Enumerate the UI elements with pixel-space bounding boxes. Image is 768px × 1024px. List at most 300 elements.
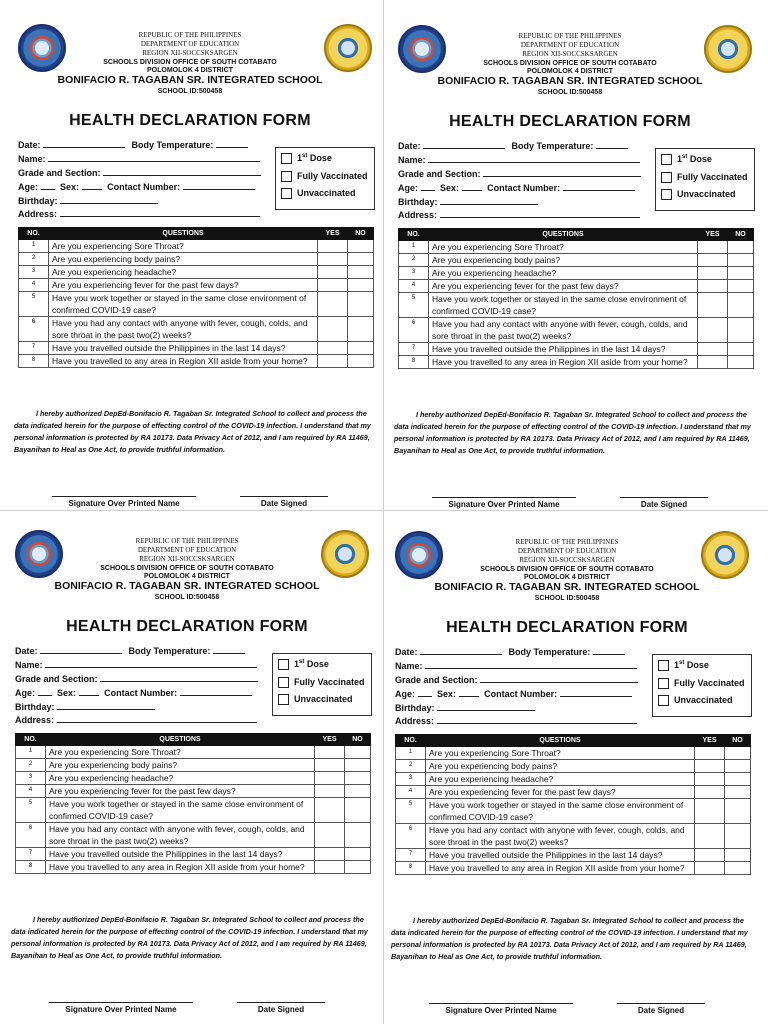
grade-section-label: Grade and Section: bbox=[395, 675, 478, 685]
answer-yes-cell[interactable] bbox=[315, 861, 345, 874]
address-label: Address: bbox=[395, 716, 435, 726]
header-region: REGION XII-SOCCSKSARGEN bbox=[519, 556, 615, 564]
unvaccinated-label: Unvaccinated bbox=[294, 694, 353, 704]
body-temperature-label: Body Temperature: bbox=[511, 141, 594, 151]
answer-yes-cell[interactable] bbox=[698, 356, 728, 369]
answer-no-cell[interactable] bbox=[725, 849, 751, 862]
birthday-field[interactable] bbox=[395, 703, 535, 713]
answer-yes-cell[interactable] bbox=[698, 254, 728, 267]
question-number: 4 bbox=[396, 786, 426, 799]
birthday-field[interactable] bbox=[15, 702, 155, 712]
table-row bbox=[396, 786, 751, 799]
question-text: Have you had any contact with anyone with fever, cough, colds, and sore throat in the past two(2) weeks? bbox=[426, 824, 695, 849]
question-text: Have you travelled outside the Philippines in the last 14 days? bbox=[49, 342, 318, 355]
answer-yes-cell[interactable] bbox=[315, 785, 345, 798]
header-no-answer: NO bbox=[345, 734, 371, 746]
grade-section-field[interactable] bbox=[18, 168, 261, 178]
question-number: 4 bbox=[16, 785, 46, 798]
address-field[interactable] bbox=[18, 209, 260, 219]
signature-label: Signature Over Printed Name bbox=[445, 1006, 557, 1015]
table-row bbox=[16, 746, 371, 759]
health-declaration-form-2 bbox=[380, 3, 760, 509]
answer-yes-cell[interactable] bbox=[698, 318, 728, 343]
answer-yes-cell[interactable] bbox=[315, 848, 345, 861]
vaccination-status-box bbox=[272, 653, 372, 716]
table-row bbox=[396, 747, 751, 760]
birthday-field[interactable] bbox=[18, 196, 158, 206]
header-district: POLOMOLOK 4 DISTRICT bbox=[144, 573, 230, 580]
question-text: Are you experiencing Sore Throat? bbox=[426, 747, 695, 760]
unvaccinated-checkbox[interactable] bbox=[658, 695, 669, 706]
birthday-label: Birthday: bbox=[395, 703, 435, 713]
grade-section-field[interactable] bbox=[395, 675, 638, 685]
answer-no-cell[interactable] bbox=[728, 356, 754, 369]
table-row bbox=[396, 862, 751, 875]
question-text: Have you travelled to any area in Region XII aside from your home? bbox=[429, 356, 698, 369]
answer-yes-cell[interactable] bbox=[318, 266, 348, 279]
table-row bbox=[399, 241, 754, 254]
answer-yes-cell[interactable] bbox=[698, 241, 728, 254]
fully-vaccinated-checkbox[interactable] bbox=[658, 678, 669, 689]
grade-section-label: Grade and Section: bbox=[15, 674, 98, 684]
first-dose-label: 1st Dose bbox=[674, 660, 709, 670]
question-text: Are you experiencing fever for the past few days? bbox=[429, 280, 698, 293]
table-row bbox=[16, 759, 371, 772]
table-row bbox=[16, 785, 371, 798]
question-number: 5 bbox=[399, 293, 429, 318]
first-dose-checkbox[interactable] bbox=[278, 659, 289, 670]
first-dose-checkbox[interactable] bbox=[281, 153, 292, 164]
question-text: Have you travelled to any area in Region XII aside from your home? bbox=[49, 355, 318, 368]
fully-vaccinated-option[interactable] bbox=[658, 676, 745, 690]
table-row bbox=[19, 317, 374, 342]
signature-line[interactable] bbox=[52, 496, 196, 497]
question-text: Have you work together or stayed in the same close environment of confirmed COVID-19 case? bbox=[46, 798, 315, 823]
signature-label: Signature Over Printed Name bbox=[68, 499, 180, 508]
header-division: SCHOOLS DIVISION OFFICE OF SOUTH COTABATO bbox=[483, 60, 657, 67]
answer-yes-cell[interactable] bbox=[318, 355, 348, 368]
first-dose-label: 1st Dose bbox=[294, 659, 329, 669]
header-division: SCHOOLS DIVISION OFFICE OF SOUTH COTABATO bbox=[103, 59, 277, 66]
table-row bbox=[399, 293, 754, 318]
answer-yes-cell[interactable] bbox=[698, 343, 728, 356]
header-no-answer: NO bbox=[725, 735, 751, 747]
name-label: Name: bbox=[395, 661, 423, 671]
header-department: DEPARTMENT OF EDUCATION bbox=[140, 40, 240, 48]
question-text: Are you experiencing headache? bbox=[429, 267, 698, 280]
question-text: Have you travelled to any area in Region XII aside from your home? bbox=[46, 861, 315, 874]
age-label: Age: bbox=[15, 688, 35, 698]
answer-no-cell[interactable] bbox=[728, 241, 754, 254]
header-region: REGION XII-SOCCSKSARGEN bbox=[139, 555, 235, 563]
date-signed-label: Date Signed bbox=[640, 500, 688, 509]
table-row bbox=[396, 773, 751, 786]
grade-section-field[interactable] bbox=[398, 169, 641, 179]
unvaccinated-option[interactable] bbox=[661, 187, 736, 201]
form-title: HEALTH DECLARATION FORM bbox=[446, 619, 688, 636]
address-label: Address: bbox=[18, 209, 58, 219]
school-id: SCHOOL ID:500458 bbox=[157, 88, 223, 95]
fully-vaccinated-label: Fully Vaccinated bbox=[294, 677, 365, 687]
question-text: Have you work together or stayed in the same close environment of confirmed COVID-19 case? bbox=[429, 293, 698, 318]
grade-section-field[interactable] bbox=[15, 674, 258, 684]
consent-statement: I hereby authorized DepEd-Bonifacio R. Tagaban Sr. Integrated School to collect and process the data indicated herein for the purpose of effecting control of the COVID-19 infection. I understand that my personal information is protected by RA 10173. Data Privacy Act of 2012, and I am required by RA 11469, Bayanihan to Heal as One Act, to provide truthful information. bbox=[394, 410, 751, 455]
table-row bbox=[399, 356, 754, 369]
question-text: Are you experiencing headache? bbox=[49, 266, 318, 279]
date-label: Date: bbox=[398, 141, 421, 151]
age-sex-contact-field[interactable] bbox=[395, 689, 632, 699]
answer-yes-cell[interactable] bbox=[318, 240, 348, 253]
questions-table bbox=[395, 734, 751, 875]
header-region: REGION XII-SOCCSKSARGEN bbox=[522, 50, 618, 58]
question-number: 6 bbox=[19, 317, 49, 342]
date-signed-line[interactable] bbox=[240, 496, 328, 497]
question-number: 8 bbox=[19, 355, 49, 368]
contact-number-label: Contact Number: bbox=[484, 689, 558, 699]
header-district: POLOMOLOK 4 DISTRICT bbox=[527, 68, 613, 75]
answer-yes-cell[interactable] bbox=[318, 279, 348, 292]
table-row bbox=[16, 798, 371, 823]
question-text: Are you experiencing fever for the past few days? bbox=[49, 279, 318, 292]
fully-vaccinated-option[interactable] bbox=[661, 170, 748, 184]
form-title: HEALTH DECLARATION FORM bbox=[69, 112, 311, 129]
first-dose-option[interactable] bbox=[661, 152, 712, 166]
header-no-answer: NO bbox=[348, 228, 374, 240]
header-republic: REPUBLIC OF THE PHILIPPINES bbox=[135, 537, 239, 545]
question-number: 5 bbox=[16, 798, 46, 823]
age-sex-contact-field[interactable] bbox=[15, 688, 252, 698]
school-name: BONIFACIO R. TAGABAN SR. INTEGRATED SCHOOL bbox=[434, 581, 700, 593]
question-number: 6 bbox=[399, 318, 429, 343]
fully-vaccinated-checkbox[interactable] bbox=[281, 171, 292, 182]
answer-no-cell[interactable] bbox=[725, 747, 751, 760]
answer-yes-cell[interactable] bbox=[318, 317, 348, 342]
date-signed-line[interactable] bbox=[620, 497, 708, 498]
answer-no-cell[interactable] bbox=[345, 759, 371, 772]
question-number: 4 bbox=[19, 279, 49, 292]
body-temperature-label: Body Temperature: bbox=[508, 647, 591, 657]
answer-yes-cell[interactable] bbox=[698, 267, 728, 280]
table-header-row bbox=[16, 734, 371, 746]
answer-no-cell[interactable] bbox=[345, 848, 371, 861]
answer-yes-cell[interactable] bbox=[315, 759, 345, 772]
answer-no-cell[interactable] bbox=[348, 279, 374, 292]
school-name: BONIFACIO R. TAGABAN SR. INTEGRATED SCHOOL bbox=[437, 75, 703, 87]
question-text: Are you experiencing Sore Throat? bbox=[429, 241, 698, 254]
answer-no-cell[interactable] bbox=[725, 799, 751, 824]
answer-no-cell[interactable] bbox=[345, 823, 371, 848]
answer-no-cell[interactable] bbox=[728, 293, 754, 318]
answer-no-cell[interactable] bbox=[728, 267, 754, 280]
question-text: Have you had any contact with anyone with fever, cough, colds, and sore throat in the past two(2) weeks? bbox=[49, 317, 318, 342]
date-signed-line[interactable] bbox=[237, 1002, 325, 1003]
table-row bbox=[399, 267, 754, 280]
answer-yes-cell[interactable] bbox=[698, 280, 728, 293]
answer-yes-cell[interactable] bbox=[315, 823, 345, 848]
contact-number-label: Contact Number: bbox=[107, 182, 181, 192]
answer-yes-cell[interactable] bbox=[695, 747, 725, 760]
question-text: Are you experiencing body pains? bbox=[46, 759, 315, 772]
date-field[interactable] bbox=[395, 647, 625, 657]
question-text: Are you experiencing body pains? bbox=[49, 253, 318, 266]
date-field[interactable] bbox=[15, 646, 245, 656]
answer-no-cell[interactable] bbox=[725, 824, 751, 849]
answer-no-cell[interactable] bbox=[725, 862, 751, 875]
table-row bbox=[396, 760, 751, 773]
answer-yes-cell[interactable] bbox=[318, 292, 348, 317]
fully-vaccinated-label: Fully Vaccinated bbox=[297, 171, 368, 181]
age-sex-contact-field[interactable] bbox=[398, 183, 635, 193]
table-row bbox=[396, 849, 751, 862]
header-department: DEPARTMENT OF EDUCATION bbox=[137, 546, 237, 554]
vaccination-status-box bbox=[652, 654, 752, 717]
grade-section-label: Grade and Section: bbox=[18, 168, 101, 178]
answer-no-cell[interactable] bbox=[345, 746, 371, 759]
answer-yes-cell[interactable] bbox=[318, 253, 348, 266]
birthday-label: Birthday: bbox=[398, 197, 438, 207]
answer-yes-cell[interactable] bbox=[695, 862, 725, 875]
birthday-label: Birthday: bbox=[18, 196, 58, 206]
name-field[interactable] bbox=[398, 155, 640, 165]
table-row bbox=[396, 824, 751, 849]
question-text: Have you work together or stayed in the same close environment of confirmed COVID-19 case? bbox=[426, 799, 695, 824]
signature-label: Signature Over Printed Name bbox=[448, 500, 560, 509]
health-declaration-form-1 bbox=[0, 2, 380, 508]
first-dose-option[interactable] bbox=[658, 658, 709, 672]
header-yes: YES bbox=[698, 229, 728, 241]
question-number: 1 bbox=[19, 240, 49, 253]
question-number: 8 bbox=[399, 356, 429, 369]
address-label: Address: bbox=[15, 715, 55, 725]
school-name: BONIFACIO R. TAGABAN SR. INTEGRATED SCHOOL bbox=[54, 580, 320, 592]
first-dose-option[interactable] bbox=[278, 657, 329, 671]
question-number: 1 bbox=[16, 746, 46, 759]
table-row bbox=[19, 266, 374, 279]
question-number: 2 bbox=[16, 759, 46, 772]
address-field[interactable] bbox=[398, 210, 640, 220]
answer-yes-cell[interactable] bbox=[695, 799, 725, 824]
answer-no-cell[interactable] bbox=[348, 342, 374, 355]
question-text: Are you experiencing Sore Throat? bbox=[49, 240, 318, 253]
age-sex-contact-field[interactable] bbox=[18, 182, 255, 192]
sex-label: Sex: bbox=[437, 689, 457, 699]
answer-yes-cell[interactable] bbox=[695, 773, 725, 786]
answer-yes-cell[interactable] bbox=[695, 786, 725, 799]
questions-table bbox=[18, 227, 374, 368]
unvaccinated-option[interactable] bbox=[278, 692, 353, 706]
table-row bbox=[399, 318, 754, 343]
first-dose-label: 1st Dose bbox=[297, 153, 332, 163]
questions-table bbox=[398, 228, 754, 369]
answer-yes-cell[interactable] bbox=[695, 849, 725, 862]
name-label: Name: bbox=[15, 660, 43, 670]
birthday-label: Birthday: bbox=[15, 702, 55, 712]
table-header-row bbox=[399, 229, 754, 241]
name-field[interactable] bbox=[395, 661, 637, 671]
table-row bbox=[396, 799, 751, 824]
question-text: Have you had any contact with anyone with fever, cough, colds, and sore throat in the past two(2) weeks? bbox=[46, 823, 315, 848]
first-dose-checkbox[interactable] bbox=[658, 660, 669, 671]
grade-section-label: Grade and Section: bbox=[398, 169, 481, 179]
answer-no-cell[interactable] bbox=[348, 292, 374, 317]
table-row bbox=[399, 254, 754, 267]
answer-no-cell[interactable] bbox=[728, 254, 754, 267]
answer-yes-cell[interactable] bbox=[315, 798, 345, 823]
question-number: 2 bbox=[19, 253, 49, 266]
answer-no-cell[interactable] bbox=[345, 772, 371, 785]
consent-statement: I hereby authorized DepEd-Bonifacio R. Tagaban Sr. Integrated School to collect and process the data indicated herein for the purpose of effecting control of the COVID-19 infection. I understand that my personal information is protected by RA 10173. Data Privacy Act of 2012, and I am required by RA 11469, Bayanihan to Heal as One Act, to provide truthful information. bbox=[11, 915, 368, 960]
question-number: 5 bbox=[19, 292, 49, 317]
age-label: Age: bbox=[395, 689, 415, 699]
answer-no-cell[interactable] bbox=[348, 266, 374, 279]
header-no: NO. bbox=[19, 228, 49, 240]
birthday-field[interactable] bbox=[398, 197, 538, 207]
question-number: 1 bbox=[396, 747, 426, 760]
answer-yes-cell[interactable] bbox=[695, 760, 725, 773]
fully-vaccinated-checkbox[interactable] bbox=[661, 172, 672, 183]
answer-no-cell[interactable] bbox=[348, 355, 374, 368]
answer-no-cell[interactable] bbox=[348, 253, 374, 266]
question-number: 2 bbox=[399, 254, 429, 267]
answer-no-cell[interactable] bbox=[345, 798, 371, 823]
fully-vaccinated-option[interactable] bbox=[278, 675, 365, 689]
header-republic: REPUBLIC OF THE PHILIPPINES bbox=[138, 31, 242, 39]
name-field[interactable] bbox=[15, 660, 257, 670]
question-number: 3 bbox=[16, 772, 46, 785]
signature-line[interactable] bbox=[432, 497, 576, 498]
contact-number-label: Contact Number: bbox=[104, 688, 178, 698]
table-row bbox=[16, 823, 371, 848]
header-division: SCHOOLS DIVISION OFFICE OF SOUTH COTABATO bbox=[100, 565, 274, 572]
unvaccinated-label: Unvaccinated bbox=[674, 695, 733, 705]
vaccination-status-box bbox=[655, 148, 755, 211]
answer-no-cell[interactable] bbox=[345, 785, 371, 798]
sex-label: Sex: bbox=[60, 182, 80, 192]
form-title: HEALTH DECLARATION FORM bbox=[66, 618, 308, 635]
question-text: Have you travelled to any area in Region XII aside from your home? bbox=[426, 862, 695, 875]
question-text: Are you experiencing headache? bbox=[46, 772, 315, 785]
unvaccinated-checkbox[interactable] bbox=[278, 694, 289, 705]
header-department: DEPARTMENT OF EDUCATION bbox=[517, 547, 617, 555]
question-number: 2 bbox=[396, 760, 426, 773]
address-field[interactable] bbox=[15, 715, 257, 725]
school-name: BONIFACIO R. TAGABAN SR. INTEGRATED SCHOOL bbox=[57, 74, 323, 86]
body-temperature-label: Body Temperature: bbox=[131, 140, 214, 150]
header-no-answer: NO bbox=[728, 229, 754, 241]
question-text: Have you had any contact with anyone with fever, cough, colds, and sore throat in the past two(2) weeks? bbox=[429, 318, 698, 343]
question-text: Have you travelled outside the Philippines in the last 14 days? bbox=[429, 343, 698, 356]
school-id: SCHOOL ID:500458 bbox=[154, 594, 220, 601]
table-header-row bbox=[19, 228, 374, 240]
date-signed-label: Date Signed bbox=[637, 1006, 685, 1015]
date-field[interactable] bbox=[18, 140, 248, 150]
header-questions: QUESTIONS bbox=[429, 229, 698, 241]
unvaccinated-option[interactable] bbox=[658, 693, 733, 707]
name-label: Name: bbox=[18, 154, 46, 164]
fully-vaccinated-checkbox[interactable] bbox=[278, 677, 289, 688]
answer-yes-cell[interactable] bbox=[695, 824, 725, 849]
answer-no-cell[interactable] bbox=[345, 861, 371, 874]
first-dose-checkbox[interactable] bbox=[661, 154, 672, 165]
fully-vaccinated-label: Fully Vaccinated bbox=[674, 678, 745, 688]
question-number: 7 bbox=[16, 848, 46, 861]
date-signed-line[interactable] bbox=[617, 1003, 705, 1004]
answer-no-cell[interactable] bbox=[728, 318, 754, 343]
question-text: Have you travelled outside the Philippines in the last 14 days? bbox=[46, 848, 315, 861]
answer-no-cell[interactable] bbox=[728, 280, 754, 293]
contact-number-label: Contact Number: bbox=[487, 183, 561, 193]
header-questions: QUESTIONS bbox=[46, 734, 315, 746]
table-row bbox=[19, 355, 374, 368]
answer-no-cell[interactable] bbox=[728, 343, 754, 356]
table-row bbox=[19, 240, 374, 253]
question-number: 6 bbox=[396, 824, 426, 849]
question-text: Are you experiencing body pains? bbox=[429, 254, 698, 267]
question-number: 7 bbox=[396, 849, 426, 862]
date-signed-label: Date Signed bbox=[260, 499, 308, 508]
header-yes: YES bbox=[318, 228, 348, 240]
consent-statement: I hereby authorized DepEd-Bonifacio R. Tagaban Sr. Integrated School to collect and process the data indicated herein for the purpose of effecting control of the COVID-19 infection. I understand that my personal information is protected by RA 10173. Data Privacy Act of 2012, and I am required by RA 11469, Bayanihan to Heal as One Act, to provide truthful information. bbox=[391, 916, 748, 961]
header-no: NO. bbox=[399, 229, 429, 241]
question-number: 4 bbox=[399, 280, 429, 293]
signature-line[interactable] bbox=[429, 1003, 573, 1004]
sex-label: Sex: bbox=[440, 183, 460, 193]
answer-yes-cell[interactable] bbox=[698, 293, 728, 318]
unvaccinated-label: Unvaccinated bbox=[677, 189, 736, 199]
answer-yes-cell[interactable] bbox=[315, 746, 345, 759]
name-field[interactable] bbox=[18, 154, 260, 164]
question-text: Are you experiencing headache? bbox=[426, 773, 695, 786]
question-number: 3 bbox=[19, 266, 49, 279]
date-field[interactable] bbox=[398, 141, 628, 151]
unvaccinated-option[interactable] bbox=[281, 186, 356, 200]
header-no: NO. bbox=[396, 735, 426, 747]
age-label: Age: bbox=[18, 182, 38, 192]
table-row bbox=[16, 861, 371, 874]
answer-no-cell[interactable] bbox=[348, 240, 374, 253]
answer-no-cell[interactable] bbox=[348, 317, 374, 342]
question-number: 5 bbox=[396, 799, 426, 824]
question-number: 8 bbox=[396, 862, 426, 875]
first-dose-option[interactable] bbox=[281, 151, 332, 165]
answer-no-cell[interactable] bbox=[725, 773, 751, 786]
health-declaration-form-4 bbox=[377, 509, 757, 1015]
unvaccinated-checkbox[interactable] bbox=[281, 188, 292, 199]
answer-no-cell[interactable] bbox=[725, 760, 751, 773]
question-number: 6 bbox=[16, 823, 46, 848]
body-temperature-label: Body Temperature: bbox=[128, 646, 211, 656]
fully-vaccinated-option[interactable] bbox=[281, 169, 368, 183]
header-no: NO. bbox=[16, 734, 46, 746]
form-title: HEALTH DECLARATION FORM bbox=[449, 113, 691, 130]
school-id: SCHOOL ID:500458 bbox=[537, 89, 603, 96]
address-label: Address: bbox=[398, 210, 438, 220]
question-text: Are you experiencing Sore Throat? bbox=[46, 746, 315, 759]
header-region: REGION XII-SOCCSKSARGEN bbox=[142, 49, 238, 57]
answer-yes-cell[interactable] bbox=[318, 342, 348, 355]
signature-line[interactable] bbox=[49, 1002, 193, 1003]
header-district: POLOMOLOK 4 DISTRICT bbox=[524, 574, 610, 581]
address-field[interactable] bbox=[395, 716, 637, 726]
question-number: 3 bbox=[399, 267, 429, 280]
header-department: DEPARTMENT OF EDUCATION bbox=[520, 41, 620, 49]
answer-yes-cell[interactable] bbox=[315, 772, 345, 785]
table-row bbox=[399, 280, 754, 293]
consent-statement: I hereby authorized DepEd-Bonifacio R. Tagaban Sr. Integrated School to collect and process the data indicated herein for the purpose of effecting control of the COVID-19 infection. I understand that my personal information is protected by RA 10173. Data Privacy Act of 2012, and I am required by RA 11469, Bayanihan to Heal as One Act, to provide truthful information. bbox=[14, 409, 371, 454]
table-row bbox=[16, 848, 371, 861]
answer-no-cell[interactable] bbox=[725, 786, 751, 799]
unvaccinated-checkbox[interactable] bbox=[661, 189, 672, 200]
